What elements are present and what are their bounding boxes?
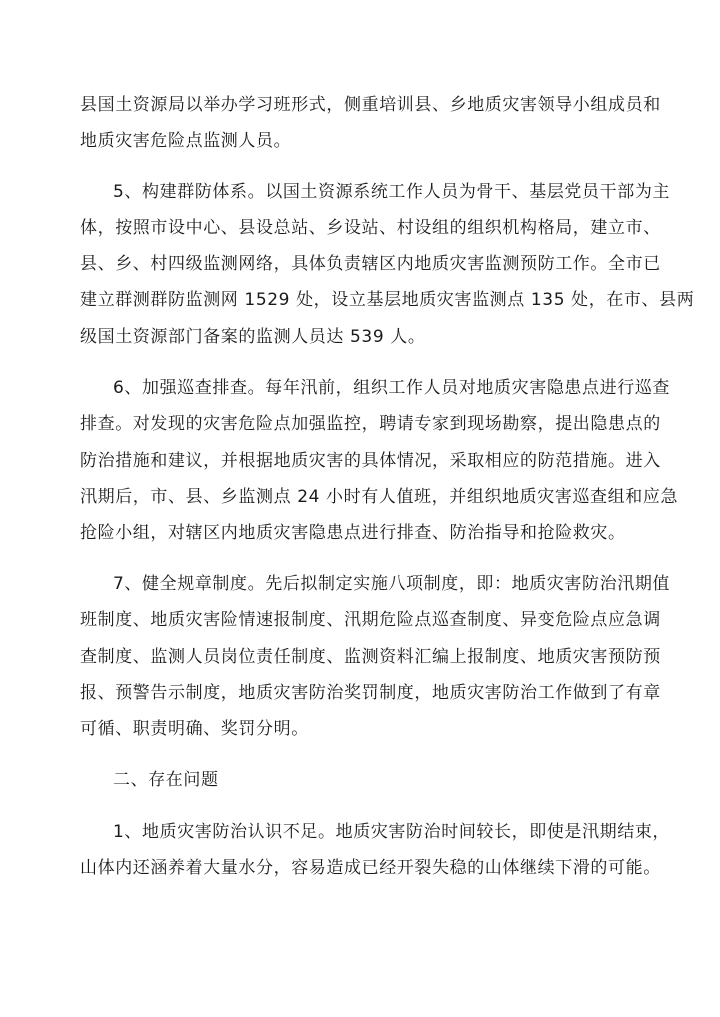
paragraph-6-line-1: 1、地质灾害防治认识不足。地质灾害防治时间较长，即使是汛期结束，	[113, 822, 671, 842]
paragraph-4-line-3: 查制度、监测人员岗位责任制度、监测资料汇编上报制度、地质灾害预防预	[80, 647, 661, 667]
paragraph-4-line-2: 班制度、地质灾害险情速报制度、汛期危险点巡查制度、异变危险点应急调	[80, 610, 661, 630]
section-heading-problems: 二、存在问题	[113, 770, 219, 790]
paragraph-3-line-5: 抢险小组，对辖区内地质灾害隐患点进行排查、防治指导和抢险救灾。	[80, 523, 626, 543]
paragraph-4-line-1: 7、健全规章制度。先后拟制定实施八项制度，即：地质灾害防治汛期值	[113, 574, 671, 594]
paragraph-2-line-4: 建立群测群防监测网 1529 处，设立基层地质灾害监测点 135 处，在市、县两	[80, 290, 695, 310]
paragraph-2-line-2: 体，按照市设中心、县设总站、乡设站、村设组的组织机构格局，建立市、	[80, 218, 661, 238]
paragraph-4-line-4: 报、预警告示制度，地质灾害防治奖罚制度，地质灾害防治工作做到了有章	[80, 683, 661, 703]
paragraph-4-line-5: 可循、职责明确、奖罚分明。	[80, 719, 309, 739]
paragraph-1-line-1: 县国土资源局以举办学习班形式，侧重培训县、乡地质灾害领导小组成员和	[80, 95, 661, 115]
paragraph-3-line-1: 6、加强巡查排查。每年汛前，组织工作人员对地质灾害隐患点进行巡查	[113, 378, 671, 398]
paragraph-3-line-3: 防治措施和建议，并根据地质灾害的具体情况，采取相应的防范措施。进入	[80, 451, 661, 471]
paragraph-2-line-1: 5、构建群防体系。以国土资源系统工作人员为骨干、基层党员干部为主	[113, 182, 671, 202]
paragraph-2-line-3: 县、乡、村四级监测网络，具体负责辖区内地质灾害监测预防工作。全市已	[80, 254, 661, 274]
paragraph-3-line-2: 排查。对发现的灾害危险点加强监控，聘请专家到现场勘察，提出隐患点的	[80, 414, 661, 434]
paragraph-2-line-5: 级国土资源部门备案的监测人员达 539 人。	[80, 327, 426, 347]
paragraph-6-line-2: 山体内还涵养着大量水分，容易造成已经开裂失稳的山体继续下滑的可能。	[80, 858, 661, 878]
paragraph-1-line-2: 地质灾害危险点监测人员。	[80, 131, 292, 151]
paragraph-3-line-4: 汛期后，市、县、乡监测点 24 小时有人值班，并组织地质灾害巡查组和应急	[80, 487, 679, 507]
